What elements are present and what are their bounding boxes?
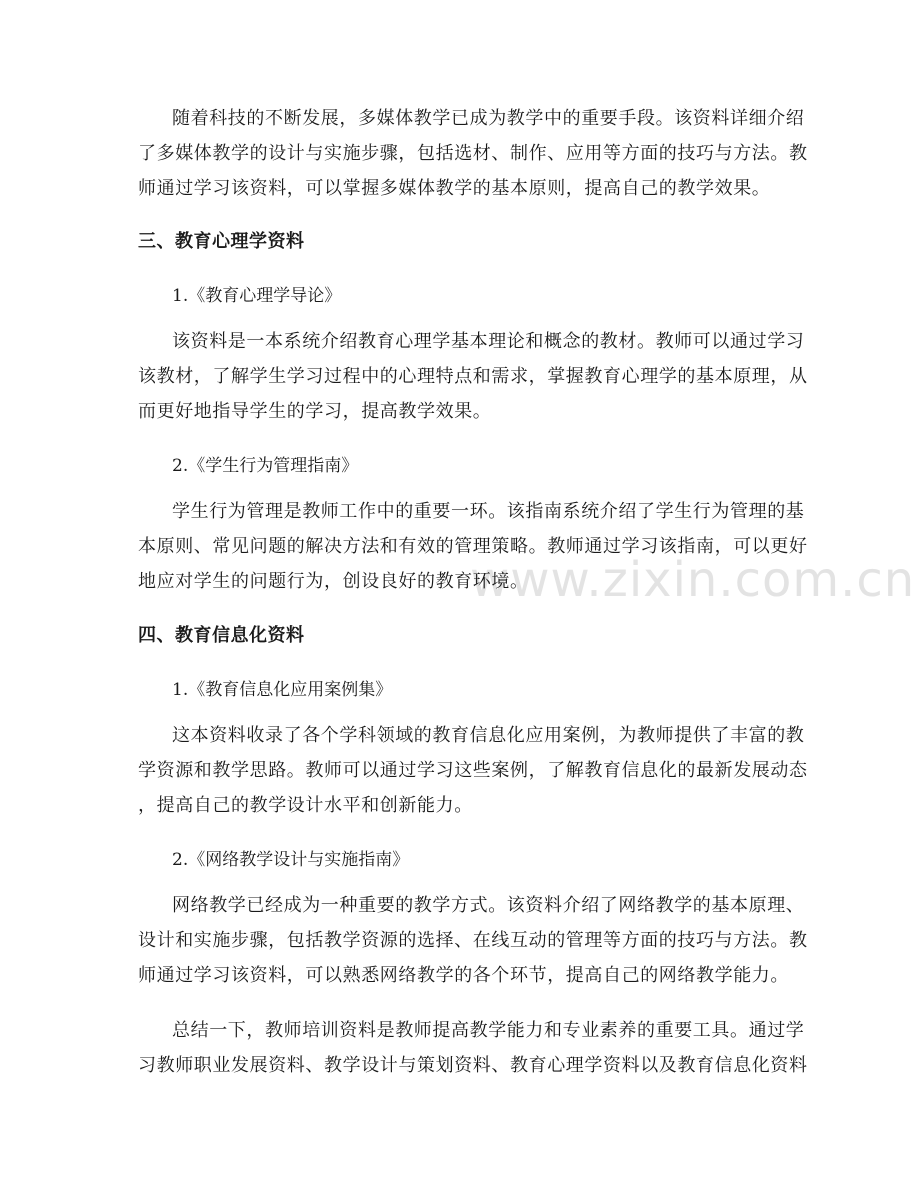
list-item-title: 2.《学生行为管理指南》 <box>172 456 359 476</box>
paragraph-line: 总结一下，教师培训资料是教师提高教学能力和专业素养的重要工具。通过学 <box>172 1020 805 1041</box>
list-item-title: 2.《网络教学设计与实施指南》 <box>172 850 410 870</box>
watermark: www.zixin.com.cn <box>470 552 916 608</box>
paragraph-line: 学生行为管理是教师工作中的重要一环。该指南系统介绍了学生行为管理的基 <box>172 501 805 522</box>
paragraph-line: 网络教学已经成为一种重要的教学方式。该资料介绍了网络教学的基本原理、 <box>172 895 805 916</box>
list-item-title: 1.《教育心理学导论》 <box>172 286 342 306</box>
paragraph-line: 师通过学习该资料，可以熟悉网络教学的各个环节，提高自己的网络教学能力。 <box>138 965 789 986</box>
paragraph-line: 而更好地指导学生的学习，提高教学效果。 <box>138 401 492 422</box>
paragraph-line: 学资源和教学思路。教师可以通过学习这些案例，了解教育信息化的最新发展动态 <box>138 760 808 781</box>
paragraph-line: 这本资料收录了各个学科领域的教育信息化应用案例，为教师提供了丰富的教 <box>172 725 805 746</box>
paragraph-line: 该资料是一本系统介绍教育心理学基本理论和概念的教材。教师可以通过学习 <box>172 331 805 352</box>
list-item-title: 1.《教育信息化应用案例集》 <box>172 680 393 700</box>
section-heading: 三、教育心理学资料 <box>138 231 305 252</box>
paragraph-line: 师通过学习该资料，可以掌握多媒体教学的基本原则，提高自己的教学效果。 <box>138 178 771 199</box>
paragraph-line: ，提高自己的教学设计水平和创新能力。 <box>138 795 473 816</box>
paragraph-line: 习教师职业发展资料、教学设计与策划资料、教育心理学资料以及教育信息化资料 <box>138 1055 808 1076</box>
paragraph-line: 设计和实施步骤，包括教学资源的选择、在线互动的管理等方面的技巧与方法。教 <box>138 930 808 951</box>
section-heading: 四、教育信息化资料 <box>138 625 305 646</box>
paragraph-line: 该教材，了解学生学习过程中的心理特点和需求，掌握教育心理学的基本原理，从 <box>138 366 808 387</box>
paragraph-line: 地应对学生的问题行为，创设良好的教育环境。 <box>138 571 529 592</box>
paragraph-line: 了多媒体教学的设计与实施步骤，包括选材、制作、应用等方面的技巧与方法。教 <box>138 143 808 164</box>
paragraph-line: 本原则、常见问题的解决方法和有效的管理策略。教师通过学习该指南，可以更好 <box>138 536 808 557</box>
paragraph-line: 随着科技的不断发展，多媒体教学已成为教学中的重要手段。该资料详细介绍 <box>172 108 805 129</box>
